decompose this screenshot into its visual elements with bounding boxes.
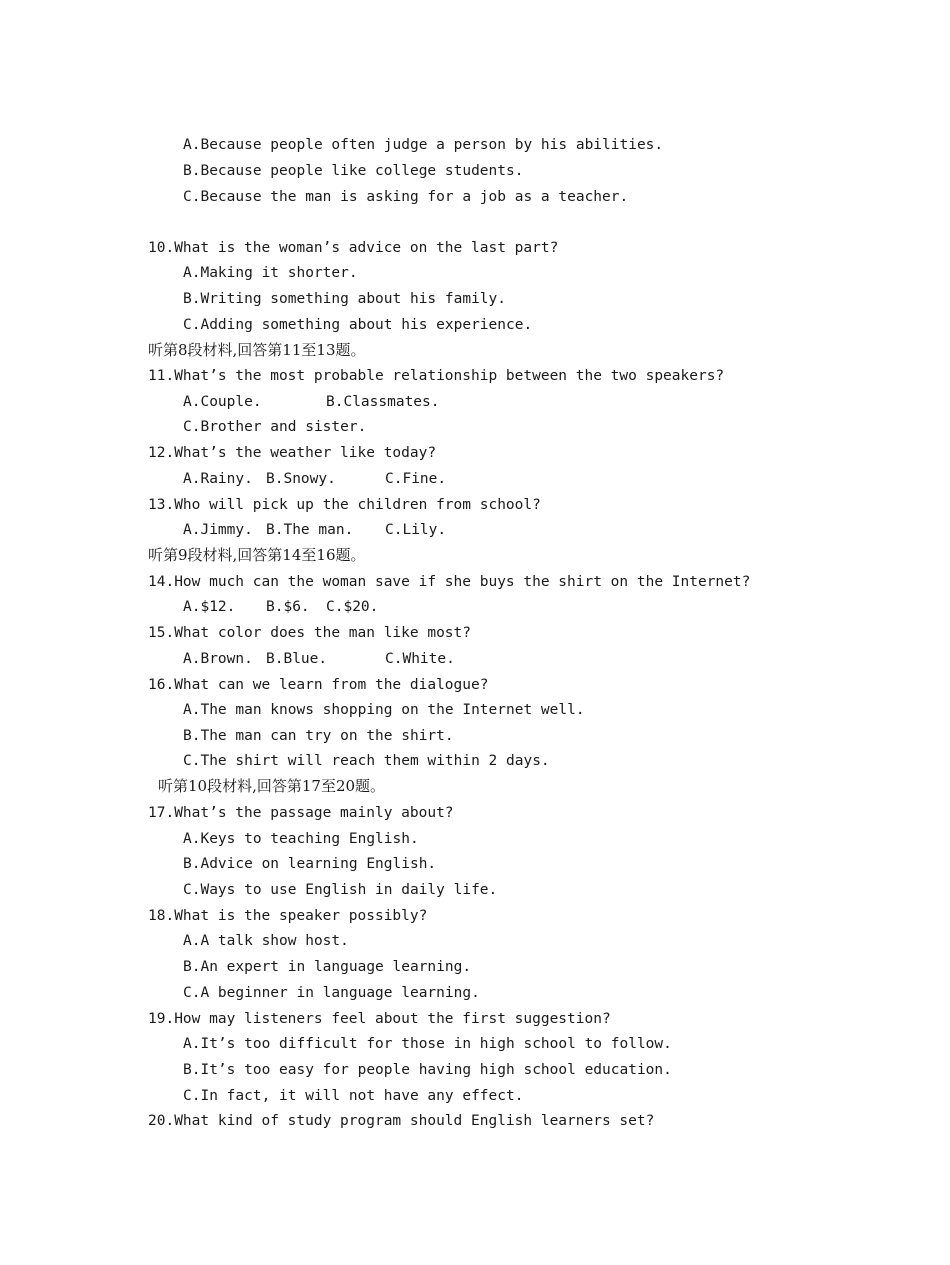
q11-option-b: B.Classmates.	[326, 394, 440, 410]
q16-option-c: C.The shirt will reach them within 2 days.	[183, 753, 550, 769]
q10-option-b: B.Writing something about his family.	[183, 291, 507, 307]
q18-option-c: C.A beginner in language learning.	[183, 985, 480, 1001]
q13-option-b: B.The man.	[266, 522, 354, 538]
q19-question: 19.How may listeners feel about the first suggestion?	[148, 1011, 611, 1027]
q11-option-c: C.Brother and sister.	[183, 419, 367, 435]
q9-option-a: A.Because people often judge a person by his abilities.	[183, 137, 664, 153]
q14-question: 14.How much can the woman save if she buys the shirt on the Internet?	[148, 574, 751, 590]
q15-option-c: C.White.	[385, 651, 455, 667]
q13-option-a: A.Jimmy.	[183, 522, 253, 538]
q12-option-b: B.Snowy.	[266, 471, 336, 487]
q15-option-b: B.Blue.	[266, 651, 328, 667]
q20-question: 20.What kind of study program should English learners set?	[148, 1113, 655, 1129]
q17-option-a: A.Keys to teaching English.	[183, 831, 419, 847]
q16-option-b: B.The man can try on the shirt.	[183, 728, 454, 744]
q11-question: 11.What’s the most probable relationship between the two speakers?	[148, 368, 725, 384]
q16-option-a: A.The man knows shopping on the Internet well.	[183, 702, 585, 718]
q18-option-a: A.A talk show host.	[183, 933, 349, 949]
section-10-heading: 听第10段材料,回答第17至20题。	[158, 777, 386, 795]
q10-question: 10.What is the woman’s advice on the last part?	[148, 240, 559, 256]
q18-option-b: B.An expert in language learning.	[183, 959, 472, 975]
q16-question: 16.What can we learn from the dialogue?	[148, 677, 489, 693]
q15-option-a: A.Brown.	[183, 651, 253, 667]
q17-option-c: C.Ways to use English in daily life.	[183, 882, 498, 898]
q18-question: 18.What is the speaker possibly?	[148, 908, 428, 924]
q9-option-b: B.Because people like college students.	[183, 163, 524, 179]
q19-option-c: C.In fact, it will not have any effect.	[183, 1088, 524, 1104]
q13-option-c: C.Lily.	[385, 522, 447, 538]
q13-question: 13.Who will pick up the children from school?	[148, 497, 541, 513]
q10-option-a: A.Making it shorter.	[183, 265, 358, 281]
q10-option-c: C.Adding something about his experience.	[183, 317, 533, 333]
section-9-heading: 听第9段材料,回答第14至16题。	[148, 546, 366, 564]
q15-question: 15.What color does the man like most?	[148, 625, 472, 641]
q14-option-b: B.$6.	[266, 599, 310, 615]
q14-option-c: C.$20.	[326, 599, 379, 615]
section-8-heading: 听第8段材料,回答第11至13题。	[148, 341, 366, 359]
q17-question: 17.What’s the passage mainly about?	[148, 805, 454, 821]
q12-option-c: C.Fine.	[385, 471, 447, 487]
q9-option-c: C.Because the man is asking for a job as a teacher.	[183, 189, 629, 205]
q14-option-a: A.$12.	[183, 599, 236, 615]
q12-option-a: A.Rainy.	[183, 471, 253, 487]
q11-option-a: A.Couple.	[183, 394, 262, 410]
q19-option-a: A.It’s too difficult for those in high school to follow.	[183, 1036, 672, 1052]
q12-question: 12.What’s the weather like today?	[148, 445, 437, 461]
q17-option-b: B.Advice on learning English.	[183, 856, 437, 872]
q19-option-b: B.It’s too easy for people having high school education.	[183, 1062, 672, 1078]
